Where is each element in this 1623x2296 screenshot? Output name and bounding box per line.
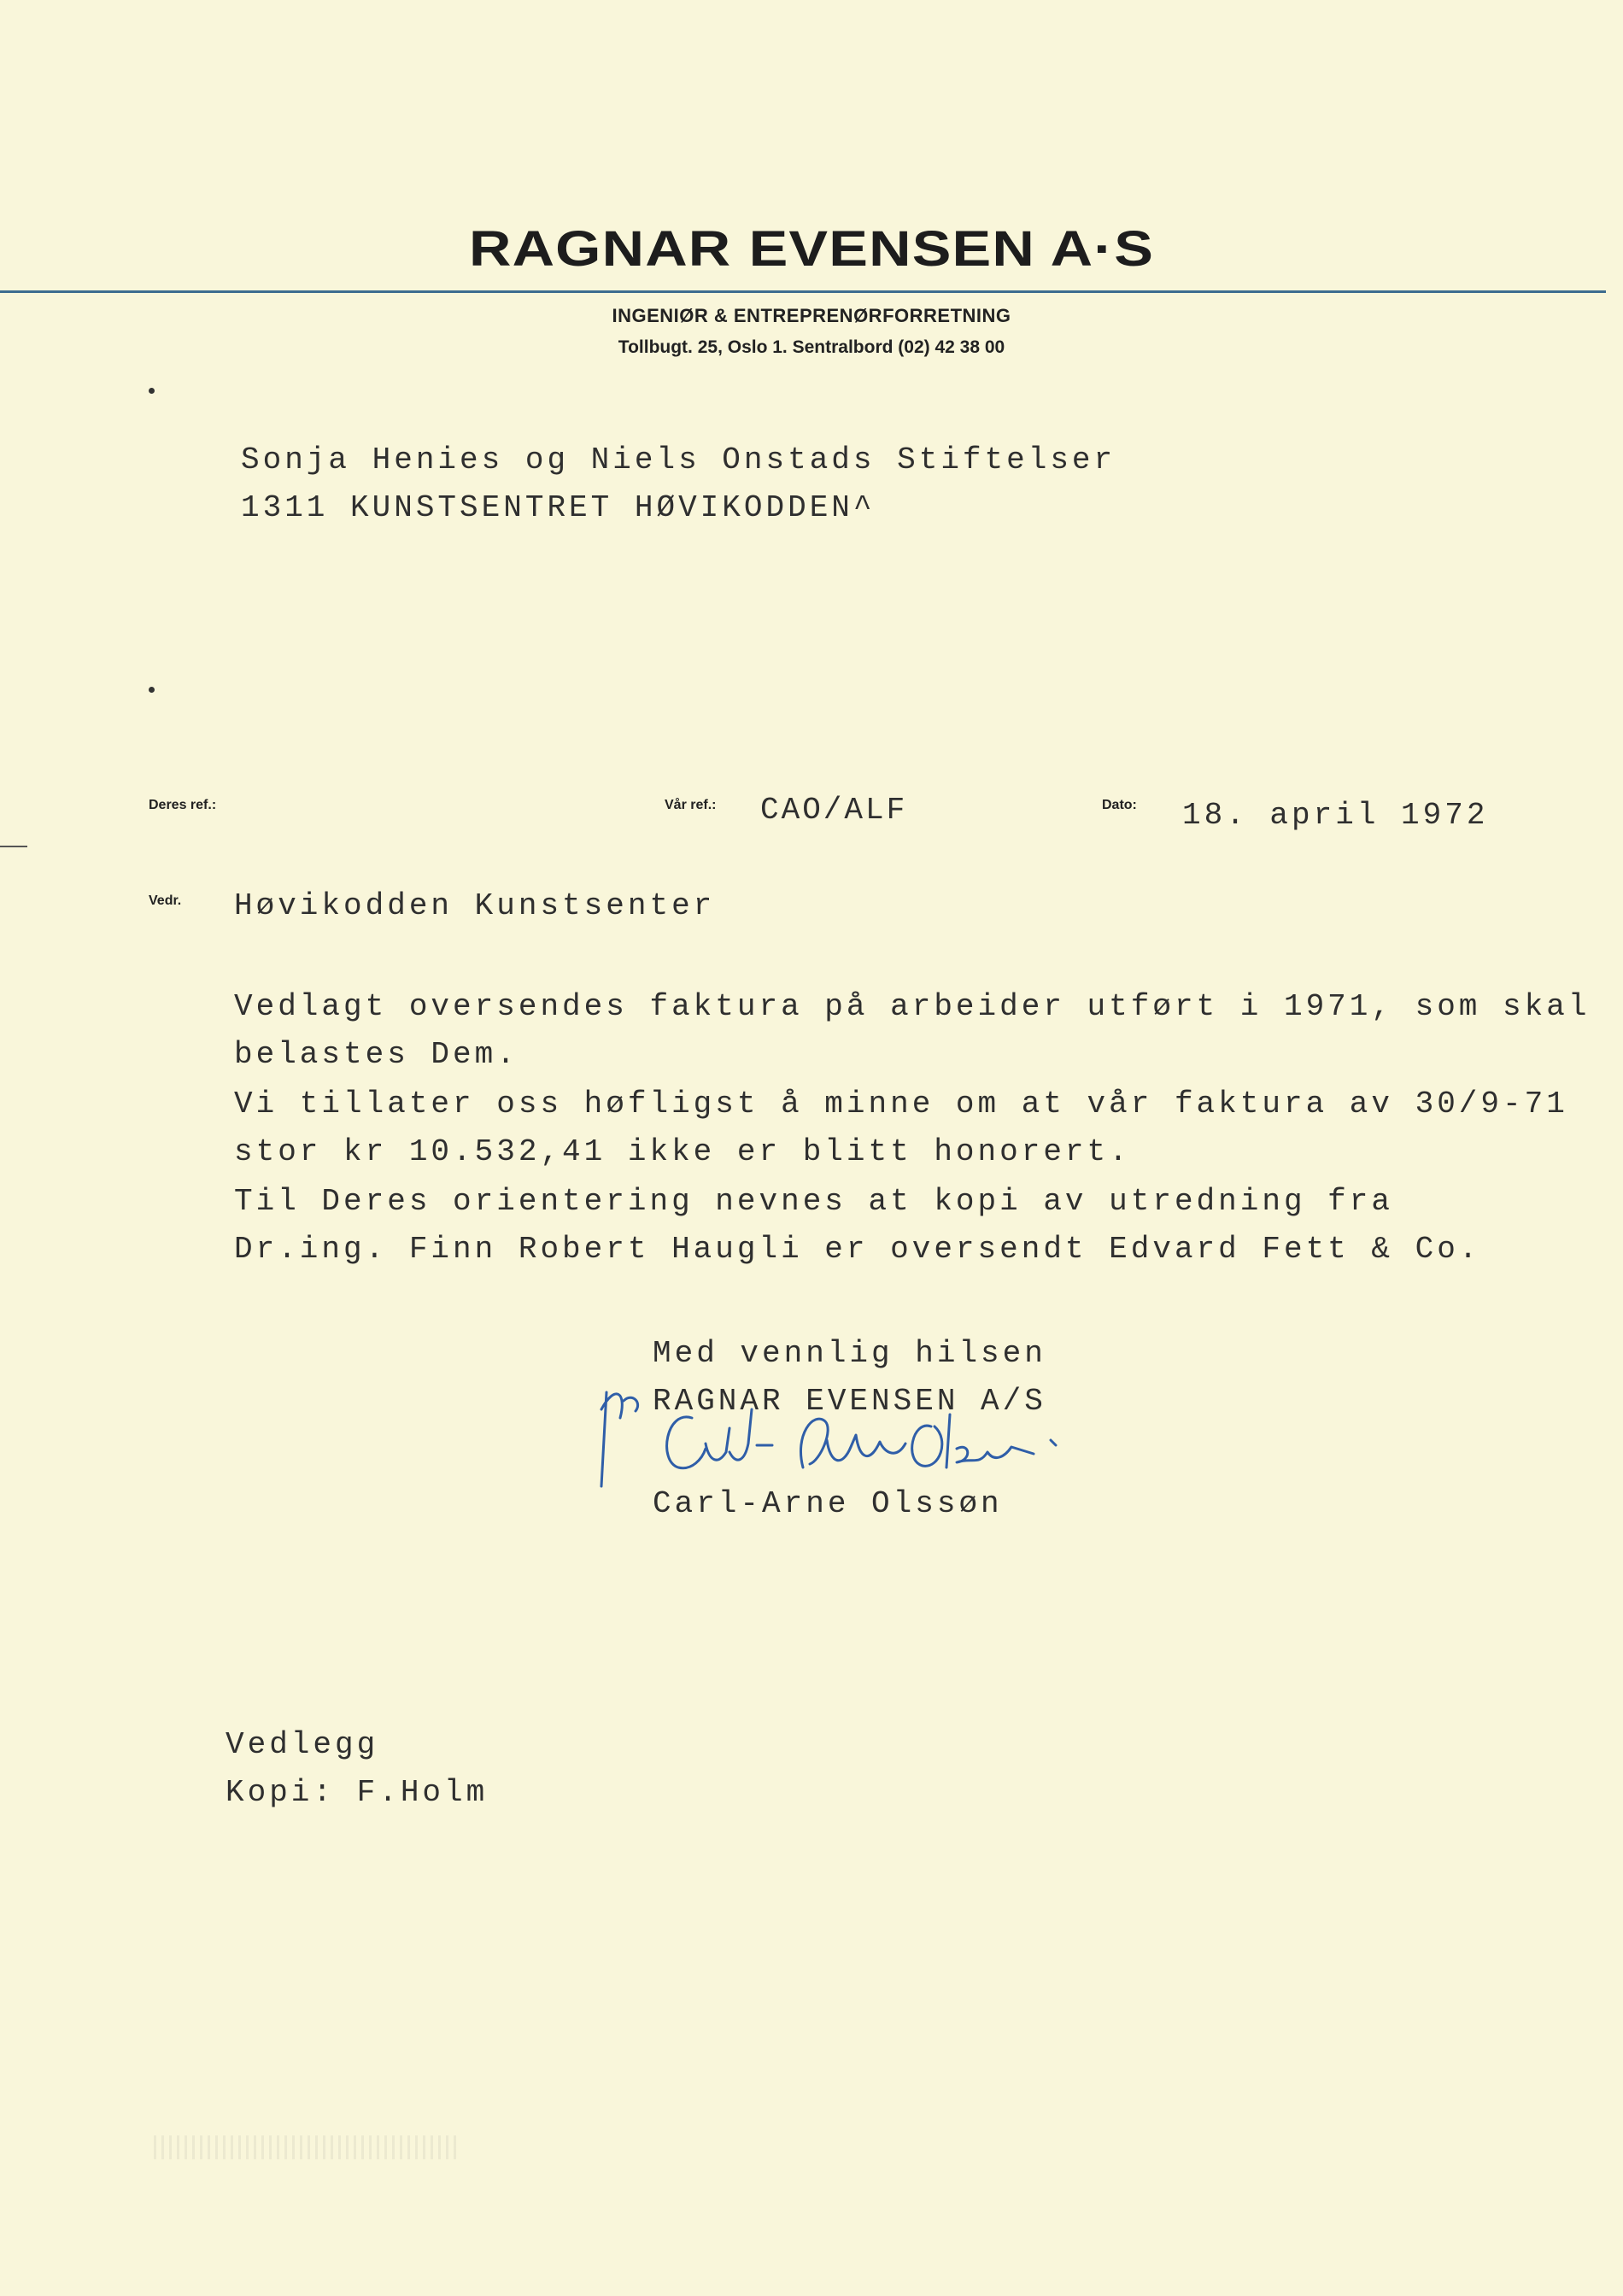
enclosure-note: Vedlegg [226,1727,379,1762]
copy-note: Kopi: F.Holm [226,1775,489,1810]
punch-mark-top [149,388,155,394]
body-line-4: stor kr 10.532,41 ikke er blitt honorert. [234,1134,1131,1169]
letterhead-company: RAGNAR EVENSEN A·S [468,221,1155,277]
subject-label: Vedr. [149,893,182,908]
paper-stain [154,2135,461,2159]
body-line-2: belastes Dem. [234,1037,519,1072]
recipient-line-2: 1311 KUNSTSENTRET HØVIKODDEN^ [241,490,876,525]
closing-company: RAGNAR EVENSEN A/S [653,1384,1046,1419]
var-ref-label: Vår ref.: [665,798,717,812]
letterhead-address: Tollbugt. 25, Oslo 1. Sentralbord (02) 42 38 00 [618,337,1005,357]
body-line-1: Vedlagt oversendes faktura på arbeider utført i 1971, som skal [234,989,1591,1024]
date-value: 18. april 1972 [1182,798,1489,833]
handwritten-signature [589,1358,1093,1512]
punch-mark-bottom [149,687,155,693]
letterhead-rule [0,290,1606,293]
recipient-line-1: Sonja Henies og Niels Onstads Stiftelser [241,442,1116,477]
closing-name: Carl-Arne Olssøn [653,1486,1003,1521]
var-ref-value: CAO/ALF [760,793,908,828]
body-line-3: Vi tillater oss høfligst å minne om at vår faktura av 30/9-71 [234,1086,1568,1122]
body-line-5: Til Deres orientering nevnes at kopi av utredning fra [234,1184,1393,1219]
fold-mark [0,846,27,847]
body-line-6: Dr.ing. Finn Robert Haugli er oversendt Edvard Fett & Co. [234,1232,1481,1267]
deres-ref-label: Deres ref.: [149,798,217,812]
subject-text: Høvikodden Kunstsenter [234,888,716,923]
date-label: Dato: [1102,798,1137,812]
letterhead-business: INGENIØR & ENTREPRENØRFORRETNING [612,305,1011,326]
closing-greeting: Med vennlig hilsen [653,1336,1046,1371]
